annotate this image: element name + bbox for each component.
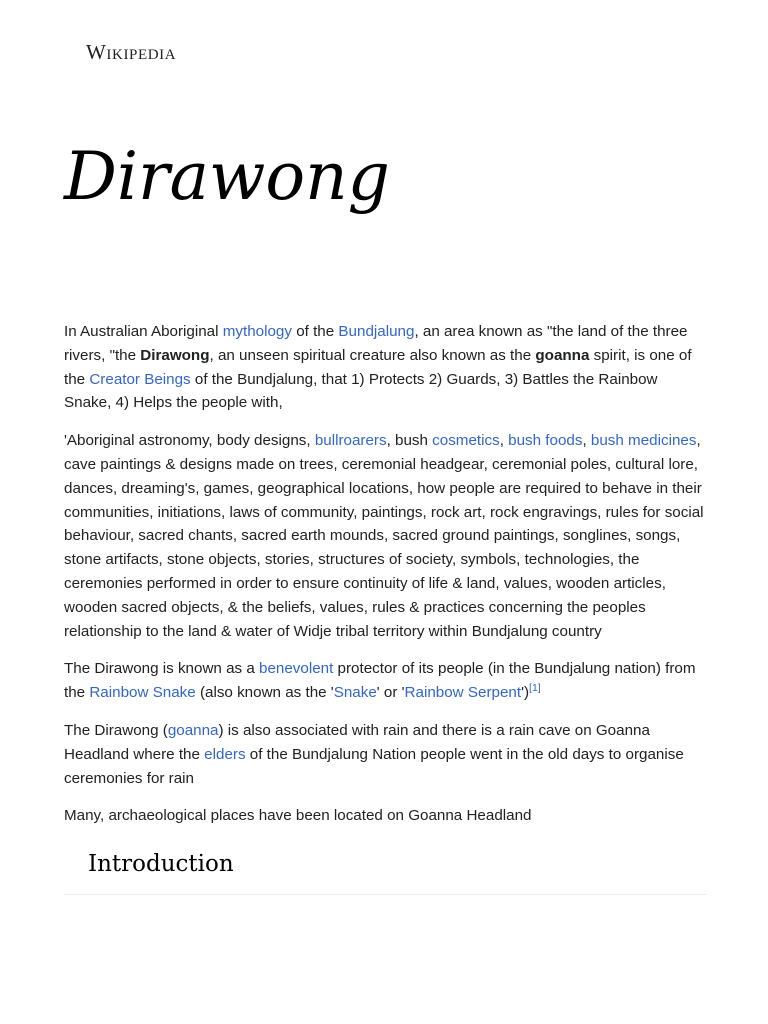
text: The Dirawong is known as a xyxy=(64,660,259,678)
link-bush-medicines[interactable]: bush medicines xyxy=(590,432,697,450)
link-bundjalung[interactable]: Bundjalung xyxy=(338,323,415,340)
wikipedia-wordmark[interactable]: Wikipedia xyxy=(86,40,177,64)
link-creator-beings[interactable]: Creator Beings xyxy=(89,370,191,388)
text: In Australian Aboriginal xyxy=(64,323,223,340)
link-elders[interactable]: elders xyxy=(204,745,246,763)
text: 'Aboriginal astronomy, body designs, xyxy=(64,432,315,450)
text: spirit, is one of the xyxy=(64,346,692,388)
text: , xyxy=(582,432,591,450)
bold-dirawong: Dirawong xyxy=(140,346,210,364)
text: of the Bundjalung Nation people went in the old days to organise ceremonies for rain xyxy=(64,745,684,787)
link-goanna[interactable]: goanna xyxy=(167,721,219,739)
text: (also known as the ' xyxy=(195,684,334,702)
text: ' or ' xyxy=(376,684,405,702)
link-benevolent[interactable]: benevolent xyxy=(259,660,334,678)
link-cosmetics[interactable]: cosmetics xyxy=(432,432,500,450)
bold-goanna: goanna xyxy=(535,346,590,364)
text: , an unseen spiritual creature also known as the xyxy=(209,346,536,364)
text: , bush xyxy=(386,432,433,450)
link-bullroarers[interactable]: bullroarers xyxy=(314,432,387,450)
page-title: Dirawong xyxy=(64,138,390,215)
text: , an area known as "the land of the three rivers, "the xyxy=(64,323,688,364)
text: The Dirawong ( xyxy=(64,721,168,739)
link-mythology[interactable]: mythology xyxy=(222,323,292,340)
paragraph-protector xyxy=(64,657,706,705)
paragraph-archaeology: Many, archaeological places have been located on Goanna Headland xyxy=(64,807,532,825)
text: ) is also associated with rain and there is a rain cave on Goanna Headland where the xyxy=(64,721,650,763)
text: of the xyxy=(291,323,339,340)
text: of the Bundjalung, that 1) Protects 2) Guards, 3) Battles the Rainbow Snake, 4) Helps the people with, xyxy=(64,370,658,412)
section-heading: Introduction xyxy=(88,851,234,878)
article-body xyxy=(64,320,706,895)
text: ') xyxy=(521,684,530,702)
text: , xyxy=(499,432,509,450)
link-rainbow-snake[interactable]: Rainbow Snake xyxy=(89,684,196,702)
text: protector of its people (in the Bundjalung nation) from the xyxy=(64,660,696,702)
reference-link-1[interactable]: [1] xyxy=(529,682,541,695)
paragraph-intro xyxy=(64,320,706,415)
text: , cave paintings & designs made on trees, ceremonial headgear, ceremonial poles, cultural lore, dances, dreaming's, games, geographical locations, how people are required to behave in their communities, initiations, laws of community, paintings, rock art, rock engravings, rules for social behaviour, sacred chants, sacred earth mounds, sacred ground paintings, songlines, songs, stone artifacts, stone objects, stories, structures of society, symbols, technologies, the ceremonies performed in order to ensure continuity of life & land, values, wooden articles, wooden sacred objects, & the beliefs, values, rules & practices concerning the peoples relationship to the land & water of Widje tribal territory within Bundjalung country xyxy=(64,432,704,640)
section-introduction-header[interactable] xyxy=(64,848,706,895)
link-rainbow-serpent[interactable]: Rainbow Serpent xyxy=(404,684,522,702)
link-bush-foods[interactable]: bush foods xyxy=(508,432,583,450)
link-snake[interactable]: Snake xyxy=(333,684,377,702)
paragraph-list xyxy=(64,429,706,643)
paragraph-rain-cave xyxy=(64,719,706,790)
